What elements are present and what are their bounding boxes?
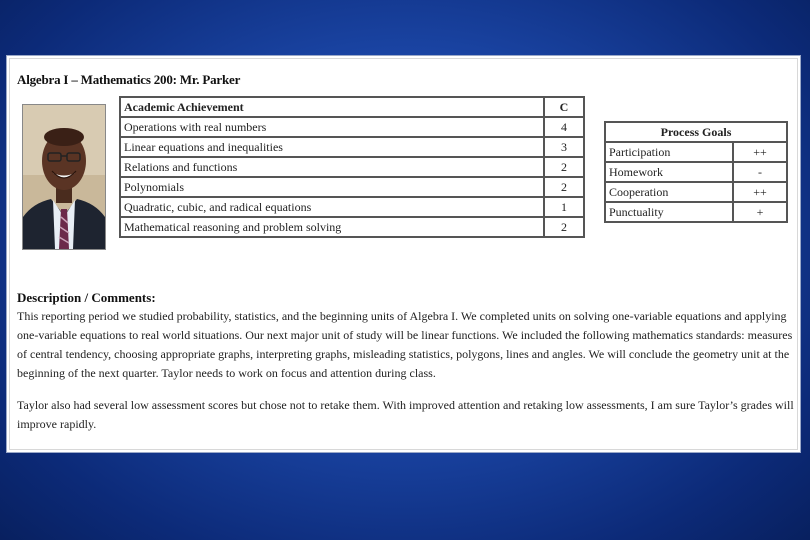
row-score: 1 bbox=[544, 197, 584, 217]
description-paragraph-2: Taylor also had several low assessment scores but chose not to retake them. With improved attention and retaking low assessments, I am sure Taylor’s grades will improve rapidly. bbox=[17, 398, 794, 431]
goal-label: Punctuality bbox=[605, 202, 733, 222]
table-row bbox=[605, 142, 787, 162]
row-score: 2 bbox=[544, 177, 584, 197]
table-row bbox=[605, 202, 787, 222]
goal-mark: - bbox=[733, 162, 787, 182]
table-row bbox=[605, 182, 787, 202]
table-row bbox=[120, 197, 584, 217]
description-body bbox=[17, 307, 797, 434]
description-paragraph-1: This reporting period we studied probability, statistics, and the beginning units of Algebra I. We completed units on solving one-variable equations and applying one-variable equations to real world situations. Our next major unit of study will be linear functions. We included the following mathematics standards: measures of central tendency, choosing appropriate graphs, interpreting graphs, misleading statistics, polygons, lines and angles. We will conclude the geometry unit at the beginning of the next quarter. Taylor needs to work on focus and attention during class. bbox=[17, 309, 793, 380]
row-label: Relations and functions bbox=[120, 157, 544, 177]
table-row bbox=[120, 157, 584, 177]
goal-mark: ++ bbox=[733, 182, 787, 202]
row-label: Operations with real numbers bbox=[120, 117, 544, 137]
row-score: 2 bbox=[544, 217, 584, 237]
description-heading: Description / Comments: bbox=[17, 290, 156, 305]
table-row bbox=[605, 162, 787, 182]
row-score: 3 bbox=[544, 137, 584, 157]
row-score: 4 bbox=[544, 117, 584, 137]
goal-label: Homework bbox=[605, 162, 733, 182]
goal-label: Cooperation bbox=[605, 182, 733, 202]
table-header-row bbox=[120, 97, 584, 117]
goal-label: Participation bbox=[605, 142, 733, 162]
table-row bbox=[120, 177, 584, 197]
academic-achievement-table bbox=[119, 96, 585, 238]
row-label: Linear equations and inequalities bbox=[120, 137, 544, 157]
process-goals-table bbox=[604, 121, 788, 223]
teacher-photo bbox=[22, 104, 106, 250]
goal-mark: + bbox=[733, 202, 787, 222]
achievement-header: Academic Achievement bbox=[120, 97, 544, 117]
row-label: Mathematical reasoning and problem solving bbox=[120, 217, 544, 237]
course-title: Algebra I – Mathematics 200: Mr. Parker bbox=[17, 72, 241, 87]
goal-mark: ++ bbox=[733, 142, 787, 162]
table-row bbox=[120, 217, 584, 237]
table-header-row bbox=[605, 122, 787, 142]
report-card-panel bbox=[6, 55, 801, 453]
goals-header: Process Goals bbox=[605, 122, 787, 142]
row-label: Polynomials bbox=[120, 177, 544, 197]
row-score: 2 bbox=[544, 157, 584, 177]
row-label: Quadratic, cubic, and radical equations bbox=[120, 197, 544, 217]
table-row bbox=[120, 137, 584, 157]
achievement-header-value: C bbox=[544, 97, 584, 117]
table-row bbox=[120, 117, 584, 137]
